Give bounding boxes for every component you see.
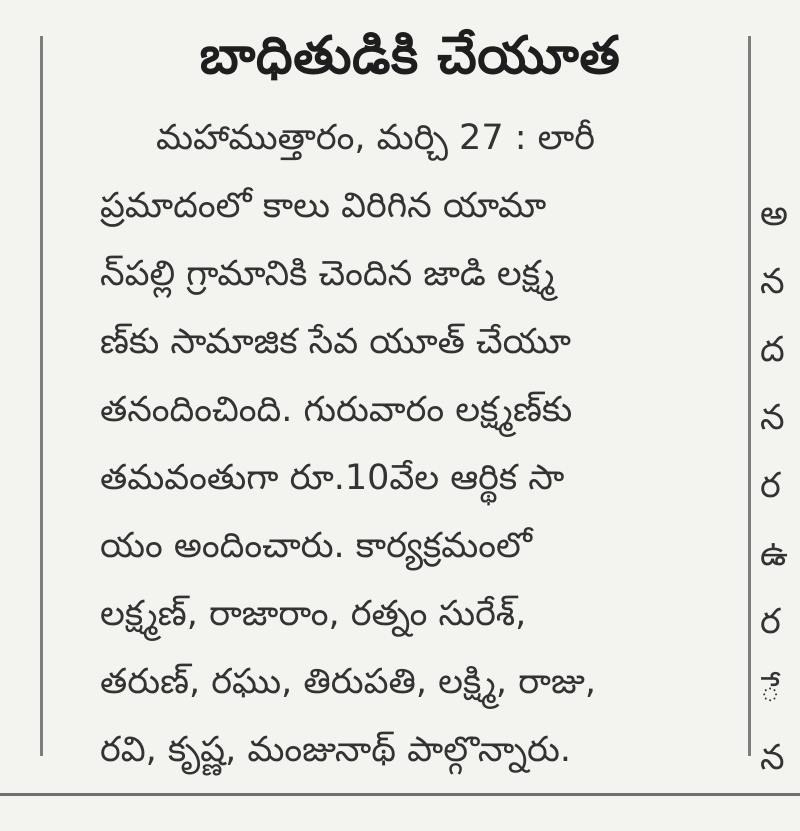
bottom-border-rule xyxy=(0,793,800,796)
article-line: తమవంతుగా రూ.10వేల ఆర్థిక సా xyxy=(100,458,565,498)
article-line: తనందించింది. గురువారం లక్ష్మణ్‌కు xyxy=(100,390,573,430)
adjacent-column-fragment xyxy=(760,180,800,792)
article-line: రవి, కృష్ణ, మంజునాథ్ పాల్గొన్నారు. xyxy=(100,730,572,770)
adjacent-column-text: న xyxy=(760,398,785,438)
article-line: మహాముత్తారం, మర్చి 27 : లారీ xyxy=(156,118,596,158)
adjacent-column-text: అ xyxy=(760,194,789,234)
adjacent-column-text: ే xyxy=(760,670,781,710)
adjacent-column-text: ర xyxy=(760,602,781,642)
left-column-rule xyxy=(40,36,43,756)
adjacent-column-text: న xyxy=(760,262,785,302)
article-line: ణ్‌కు సామాజిక సేవ యూత్ చేయూ xyxy=(100,322,571,362)
article-line: యం అందించారు. కార్యక్రమంలో xyxy=(100,526,532,566)
article-line: తరుణ్, రఘు, తిరుపతి, లక్ష్మి, రాజు, xyxy=(100,662,596,702)
adjacent-column-text: ఉ xyxy=(760,534,788,574)
adjacent-column-text: ద xyxy=(760,330,785,370)
article-line: లక్ష్మణ్, రాజారాం, రత్నం సురేశ్, xyxy=(100,594,527,634)
news-article xyxy=(100,18,720,784)
adjacent-column-text: ర xyxy=(760,466,781,506)
adjacent-column-text: న xyxy=(760,738,785,778)
right-column-rule xyxy=(748,36,751,756)
article-line: న్‌పల్లి గ్రామానికి చెందిన జాడి లక్ష్మ xyxy=(100,254,555,294)
article-line: ప్రమాదంలో కాలు విరిగిన యామా xyxy=(100,186,547,226)
article-headline: బాధితుడికి చేయూత xyxy=(199,26,621,86)
